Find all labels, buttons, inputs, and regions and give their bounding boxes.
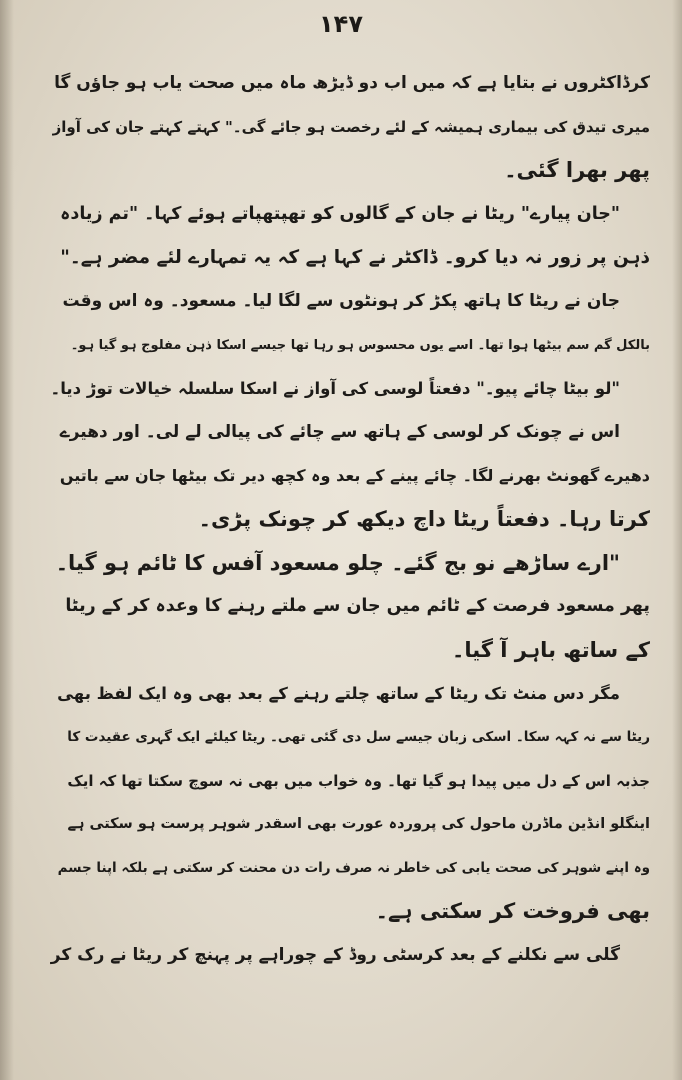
text-line: مگر دس منٹ تک ریٹا کے ساتھ چلتے رہنے کے بعد بھی وہ ایک لفظ بھی — [57, 684, 620, 704]
page-right-edge-shadow — [672, 0, 682, 1080]
text-line: دھیرے گھونٹ بھرنے لگا۔ چائے پینے کے بعد وہ کچھ دیر تک بیٹھا جان سے باتیں — [59, 466, 650, 486]
text-line: میری تیدق کی بیماری ہمیشہ کے لئے رخصت ہو جائے گی۔" کہتے کہتے جان کی آواز — [52, 117, 650, 136]
text-line: بالکل گم سم بیٹھا ہوا تھا۔ اسے یوں محسوس ہو رہا تھا جیسے اسکا ذہن مفلوج ہو گیا ہو۔ — [70, 337, 650, 353]
text-line: گلی سے نکلنے کے بعد کرسٹی روڈ کے چوراہے پر پہنچ کر ریٹا نے رک کر — [50, 944, 620, 965]
page-left-edge-shadow — [0, 0, 14, 1080]
text-line: ذہن پر زور نہ دیا کرو۔ ڈاکٹر نے کہا ہے کہ یہ تمہارے لئے مضر ہے۔" — [60, 247, 650, 269]
text-line: اینگلو انڈین ماڈرن ماحول کی پروردہ عورت بھی اسقدر شوہر پرست ہو سکتی ہے — [67, 816, 650, 833]
text-line: پھر مسعود فرصت کے ٹائم میں جان سے ملتے رہنے کا وعدہ کر کے ریٹا — [65, 596, 650, 617]
text-line: جذبہ اس کے دل میں پیدا ہو گیا تھا۔ وہ خواب میں بھی نہ سوچ سکتا تھا کہ ایک — [67, 771, 650, 790]
page-number: ۱۴۷ — [319, 10, 363, 38]
text-line: کرتا رہا۔ دفعتاً ریٹا داچ دیکھ کر چونک پڑی۔ — [198, 506, 650, 531]
text-line: "جان پیارے" ریٹا نے جان کے گالوں کو تھپتھپاتے ہوئے کہا۔ "تم زیادہ — [60, 203, 620, 224]
text-line: پھر بھرا گئی۔ — [504, 158, 650, 183]
text-line: جان نے ریٹا کا ہاتھ پکڑ کر ہونٹوں سے لگا لیا۔ مسعود۔ وہ اس وقت — [62, 290, 620, 311]
text-line: وہ اپنے شوہر کی صحت یابی کی خاطر نہ صرف رات دن محنت کر سکتی ہے بلکہ اپنا جسم — [57, 859, 650, 876]
text-line: ریٹا سے نہ کہہ سکا۔ اسکی زبان جیسے سل دی گئی تھی۔ ریٹا کیلئے ایک گہری عقیدت کا — [67, 728, 650, 745]
text-line: "ارے ساڑھے نو بج گئے۔ چلو مسعود آفس کا ٹائم ہو گیا۔ — [55, 550, 620, 575]
text-line: اس نے چونک کر لوسی کے ہاتھ سے چائے کی پیالی لے لی۔ اور دھیرے — [59, 421, 620, 442]
text-line: "لو بیٹا چائے پیو۔" دفعتاً لوسی کی آواز نے اسکا سلسلہ خیالات توڑ دیا۔ — [50, 379, 620, 399]
text-line: کرڈاکٹروں نے بتایا ہے کہ میں اب دو ڈیڑھ ماہ میں صحت یاب ہو جاؤں گا — [54, 73, 650, 93]
body-text — [50, 62, 650, 977]
text-line: کے ساتھ باہر آ گیا۔ — [452, 637, 650, 662]
text-line: بھی فروخت کر سکتی ہے۔ — [375, 899, 650, 924]
